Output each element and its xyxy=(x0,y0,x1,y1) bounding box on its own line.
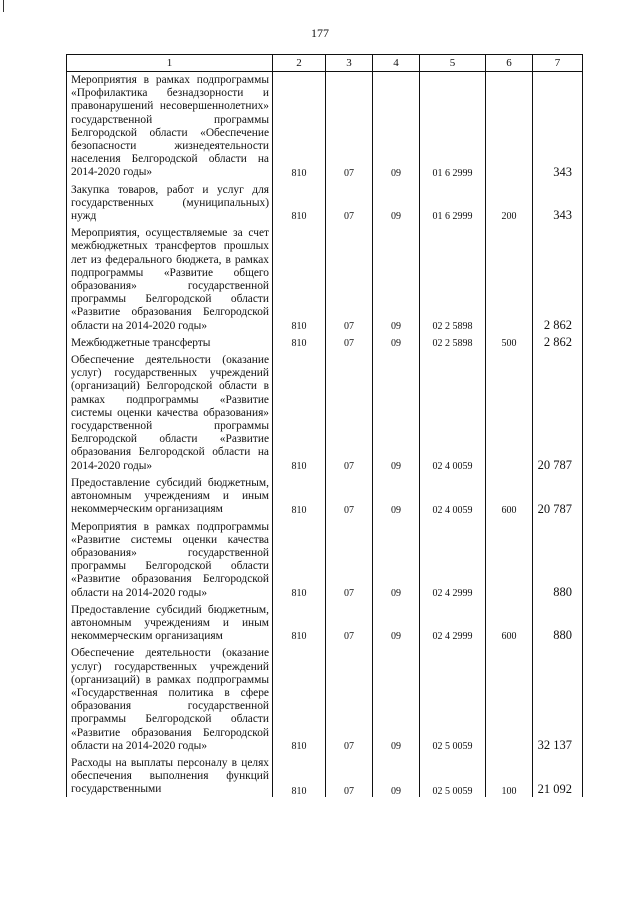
row-section-code: 07 xyxy=(326,225,373,335)
table-body xyxy=(67,72,583,797)
table-row xyxy=(67,72,583,182)
row-subsection-code: 09 xyxy=(373,182,420,226)
row-subsection-code: 09 xyxy=(373,755,420,797)
row-expense-type: 600 xyxy=(486,475,533,519)
row-expense-type xyxy=(486,352,533,475)
row-ministry-code: 810 xyxy=(273,755,326,797)
row-expense-type xyxy=(486,72,533,182)
row-section-code: 07 xyxy=(326,182,373,226)
row-description: Межбюджетные трансферты xyxy=(67,335,273,352)
row-description: Обеспечение деятельности (оказание услуг) государственных учреждений (организаций) Белгородской области в рамках подпрограммы «Развитие системы оценки качества образования» государственной программы Белгородской области «Развитие образования Белгородской области на 2014-2020 годы» xyxy=(67,352,273,475)
row-ministry-code: 810 xyxy=(273,645,326,755)
header-col-6: 6 xyxy=(486,55,533,72)
header-col-7: 7 xyxy=(533,55,583,72)
row-subsection-code: 09 xyxy=(373,645,420,755)
row-ministry-code: 810 xyxy=(273,475,326,519)
row-ministry-code: 810 xyxy=(273,225,326,335)
row-expense-type xyxy=(486,225,533,335)
table-row xyxy=(67,645,583,755)
row-section-code: 07 xyxy=(326,72,373,182)
row-target-code: 02 4 2999 xyxy=(420,602,486,646)
row-section-code: 07 xyxy=(326,755,373,797)
table-row xyxy=(67,475,583,519)
row-section-code: 07 xyxy=(326,475,373,519)
row-expense-type: 500 xyxy=(486,335,533,352)
row-subsection-code: 09 xyxy=(373,335,420,352)
row-target-code: 02 2 5898 xyxy=(420,335,486,352)
row-description: Закупка товаров, работ и услуг для государственных (муниципальных) нужд xyxy=(67,182,273,226)
row-subsection-code: 09 xyxy=(373,225,420,335)
row-amount: 343 xyxy=(533,72,583,182)
row-amount: 2 862 xyxy=(533,225,583,335)
row-subsection-code: 09 xyxy=(373,475,420,519)
row-amount: 20 787 xyxy=(533,475,583,519)
row-ministry-code: 810 xyxy=(273,602,326,646)
header-col-3: 3 xyxy=(326,55,373,72)
row-expense-type: 100 xyxy=(486,755,533,797)
row-expense-type xyxy=(486,519,533,602)
row-amount: 21 092 xyxy=(533,755,583,797)
row-section-code: 07 xyxy=(326,352,373,475)
page-number: 177 xyxy=(311,26,329,40)
row-subsection-code: 09 xyxy=(373,72,420,182)
scan-edge-mark xyxy=(3,0,4,12)
row-amount: 880 xyxy=(533,602,583,646)
table-row xyxy=(67,519,583,602)
row-target-code: 01 6 2999 xyxy=(420,182,486,226)
row-description: Обеспечение деятельности (оказание услуг) государственных учреждений (организаций) в рамках подпрограммы «Государственная политика в сфере образования государственной программы Белгородской области «Развитие образования Белгородской области на 2014-2020 годы» xyxy=(67,645,273,755)
table-row xyxy=(67,225,583,335)
row-expense-type xyxy=(486,645,533,755)
row-expense-type: 200 xyxy=(486,182,533,226)
header-col-4: 4 xyxy=(373,55,420,72)
row-section-code: 07 xyxy=(326,602,373,646)
row-ministry-code: 810 xyxy=(273,335,326,352)
budget-table xyxy=(66,54,583,797)
row-description: Предоставление субсидий бюджетным, автономным учреждениям и иным некоммерческим организациям xyxy=(67,475,273,519)
row-target-code: 02 4 0059 xyxy=(420,475,486,519)
row-description: Мероприятия, осуществляемые за счет межбюджетных трансфертов прошлых лет из федерального бюджета, в рамках подпрограммы «Развитие общего образования» государственной программы Белгородской области «Развитие образования Белгородской области на 2014-2020 годы» xyxy=(67,225,273,335)
table-row xyxy=(67,352,583,475)
row-amount: 20 787 xyxy=(533,352,583,475)
header-col-5: 5 xyxy=(420,55,486,72)
table-header xyxy=(67,55,583,72)
row-description: Мероприятия в рамках подпрограммы «Развитие системы оценки качества образования» государственной программы Белгородской области «Развитие образования Белгородской области на 2014-2020 годы» xyxy=(67,519,273,602)
row-amount: 880 xyxy=(533,519,583,602)
header-col-1: 1 xyxy=(67,55,273,72)
row-ministry-code: 810 xyxy=(273,519,326,602)
row-amount: 343 xyxy=(533,182,583,226)
row-section-code: 07 xyxy=(326,645,373,755)
row-target-code: 02 5 0059 xyxy=(420,755,486,797)
row-ministry-code: 810 xyxy=(273,352,326,475)
row-target-code: 02 4 0059 xyxy=(420,352,486,475)
row-description: Мероприятия в рамках подпрограммы «Профилактика безнадзорности и правонарушений несовершеннолетних» государственной программы Белгородской области «Обеспечение безопасности жизнедеятельности населения Белгородской области на 2014-2020 годы» xyxy=(67,72,273,182)
row-section-code: 07 xyxy=(326,335,373,352)
row-amount: 2 862 xyxy=(533,335,583,352)
row-subsection-code: 09 xyxy=(373,519,420,602)
table-row xyxy=(67,335,583,352)
row-subsection-code: 09 xyxy=(373,352,420,475)
row-description: Расходы на выплаты персоналу в целях обеспечения выполнения функций государственными xyxy=(67,755,273,797)
row-ministry-code: 810 xyxy=(273,182,326,226)
row-description: Предоставление субсидий бюджетным, автономным учреждениям и иным некоммерческим организациям xyxy=(67,602,273,646)
row-target-code: 02 4 2999 xyxy=(420,519,486,602)
row-target-code: 02 5 0059 xyxy=(420,645,486,755)
table-row xyxy=(67,755,583,797)
row-subsection-code: 09 xyxy=(373,602,420,646)
row-target-code: 01 6 2999 xyxy=(420,72,486,182)
row-target-code: 02 2 5898 xyxy=(420,225,486,335)
table-row xyxy=(67,182,583,226)
header-col-2: 2 xyxy=(273,55,326,72)
table-row xyxy=(67,602,583,646)
row-ministry-code: 810 xyxy=(273,72,326,182)
row-expense-type: 600 xyxy=(486,602,533,646)
row-section-code: 07 xyxy=(326,519,373,602)
row-amount: 32 137 xyxy=(533,645,583,755)
